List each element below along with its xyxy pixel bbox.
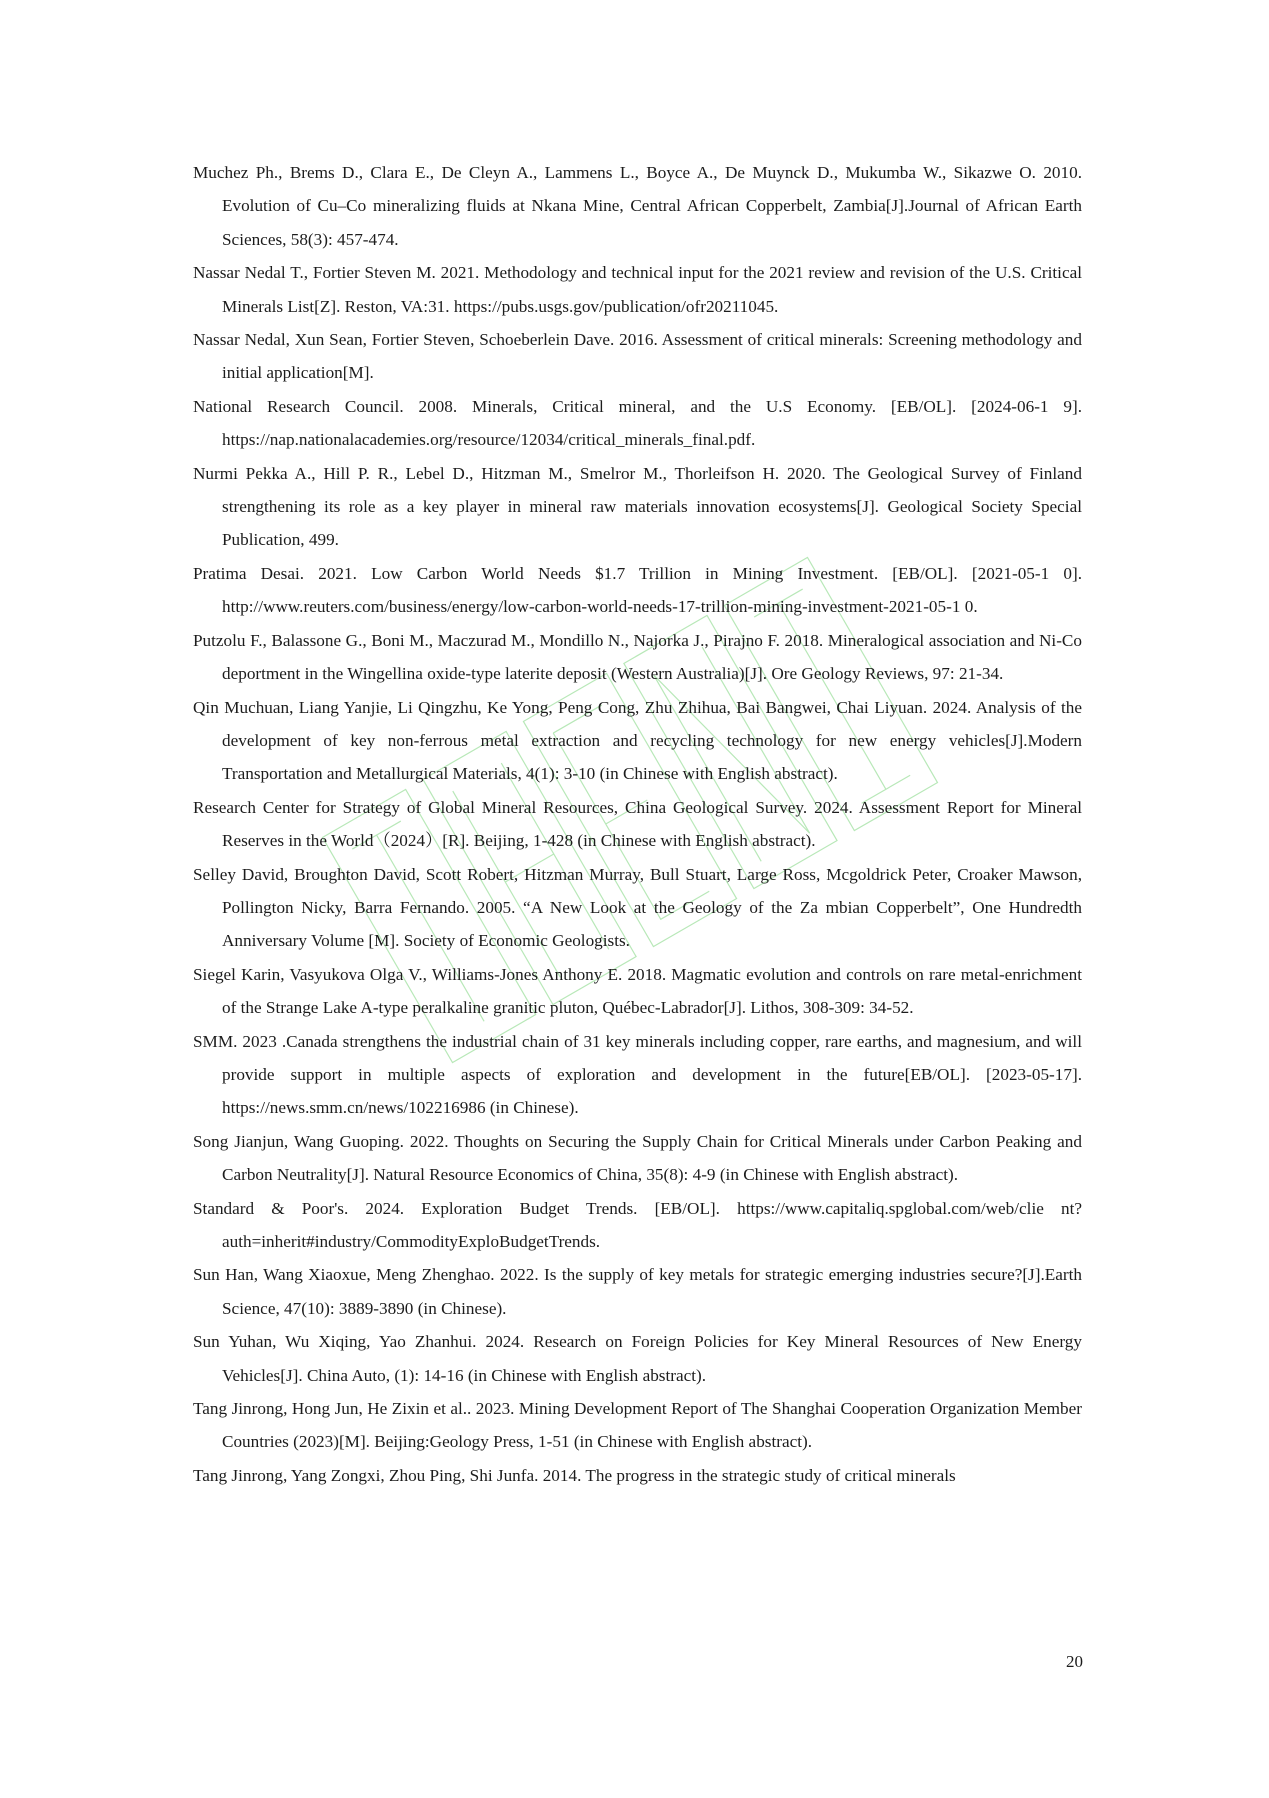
reference-entry: Qin Muchuan, Liang Yanjie, Li Qingzhu, Ke Yong, Peng Cong, Zhu Zhihua, Bai Bangwei, Chai Liyuan. 2024. Analysis of the development of key non-ferrous metal extraction and recycling technology for new energy vehicles[J].Modern Transportation and Metallurgical Materials, 4(1): 3-10 (in Chinese with English abstract). [193,697,1082,784]
reference-entry: Research Center for Strategy of Global Mineral Resources, China Geological Survey. 2024. Assessment Report for Mineral Reserves in the World（2024）[R]. Beijing, 1-428 (in Chinese with English abstract). [193,797,1082,851]
reference-entry: Pratima Desai. 2021. Low Carbon World Needs $1.7 Trillion in Mining Investment. [EB/OL]. [2021-05-1 0]. http://www.reuters.com/business/energy/low-carbon-world-needs-17-trillion-mining-investment-2021-05-1 0. [193,563,1082,617]
reference-entry: SMM. 2023 .Canada strengthens the industrial chain of 31 key minerals including copper, rare earths, and magnesium, and will provide support in multiple aspects of exploration and development in the future[EB/OL]. [2023-05-17]. https://news.smm.cn/news/102216986 (in Chinese). [193,1031,1082,1118]
reference-entry: Sun Han, Wang Xiaoxue, Meng Zhenghao. 2022. Is the supply of key metals for strategic emerging industries secure?[J].Earth Science, 47(10): 3889-3890 (in Chinese). [193,1265,1082,1318]
reference-entry: Selley David, Broughton David, Scott Robert, Hitzman Murray, Bull Stuart, Large Ross, Mcgoldrick Peter, Croaker Mawson, Pollington Nicky, Barra Fernando. 2005. “A New Look at the Geology of the Za mbian Copperbelt”, One Hundredth Anniversary Volume [M]. Society of Economic Geologists. [193,864,1082,951]
reference-entry: Song Jianjun, Wang Guoping. 2022. Thoughts on Securing the Supply Chain for Critical Minerals under Carbon Peaking and Carbon Neutrality[J]. Natural Resource Economics of China, 35(8): 4-9 (in Chinese with English abstract). [193,1131,1082,1185]
reference-entry: Putzolu F., Balassone G., Boni M., Maczurad M., Mondillo N., Najorka J., Pirajno F. 2018. Mineralogical association and Ni-Co deportment in the Wingellina oxide-type laterite deposit (Western Australia)[J]. Ore Geology Reviews, 97: 21-34. [193,630,1082,684]
reference-entry: Muchez Ph., Brems D., Clara E., De Cleyn A., Lammens L., Boyce A., De Muynck D., Mukumba W., Sikazwe O. 2010. Evolution of Cu–Co mineralizing fluids at Nkana Mine, Central African Copperbelt, Zambia[J].Journal of African Earth Sciences, 58(3): 457-474. [193,163,1082,249]
reference-list [193,156,1082,1492]
page-number: 20 [1066,1652,1083,1671]
reference-entry: Standard & Poor's. 2024. Exploration Budget Trends. [EB/OL]. https://www.capitaliq.spglobal.com/web/clie nt?auth=inherit#industry/CommodityExploBudgetTrends. [193,1198,1082,1251]
reference-entry: Nassar Nedal, Xun Sean, Fortier Steven, Schoeberlein Dave. 2016. Assessment of critical minerals: Screening methodology and initial application[M]. [193,330,1082,383]
reference-entry: Sun Yuhan, Wu Xiqing, Yao Zhanhui. 2024. Research on Foreign Policies for Key Mineral Resources of New Energy Vehicles[J]. China Auto, (1): 14-16 (in Chinese with English abstract). [193,1332,1082,1385]
reference-entry: National Research Council. 2008. Minerals, Critical mineral, and the U.S Economy. [EB/OL]. [2024-06-1 9]. https://nap.nationalacademies.org/resource/12034/critical_minerals_final.pdf. [193,396,1082,450]
reference-entry: Nassar Nedal T., Fortier Steven M. 2021. Methodology and technical input for the 2021 review and revision of the U.S. Critical Minerals List[Z]. Reston, VA:31. https://pubs.usgs.gov/publication/ofr20211045. [193,263,1082,316]
reference-entry: Nurmi Pekka A., Hill P. R., Lebel D., Hitzman M., Smelror M., Thorleifson H. 2020. The Geological Survey of Finland strengthening its role as a key player in mineral raw materials innovation ecosystems[J]. Geological Society Special Publication, 499. [193,463,1082,550]
reference-entry: Siegel Karin, Vasyukova Olga V., Williams-Jones Anthony E. 2018. Magmatic evolution and controls on rare metal-enrichment of the Strange Lake A-type peralkaline granitic pluton, Québec-Labrador[J]. Lithos, 308-309: 34-52. [193,964,1082,1018]
reference-entry: Tang Jinrong, Hong Jun, He Zixin et al.. 2023. Mining Development Report of The Shanghai Cooperation Organization Member Countries (2023)[M]. Beijing:Geology Press, 1-51 (in Chinese with English abstract). [193,1399,1082,1452]
reference-entry: Tang Jinrong, Yang Zongxi, Zhou Ping, Shi Junfa. 2014. The progress in the strategic study of critical minerals [193,1465,956,1485]
